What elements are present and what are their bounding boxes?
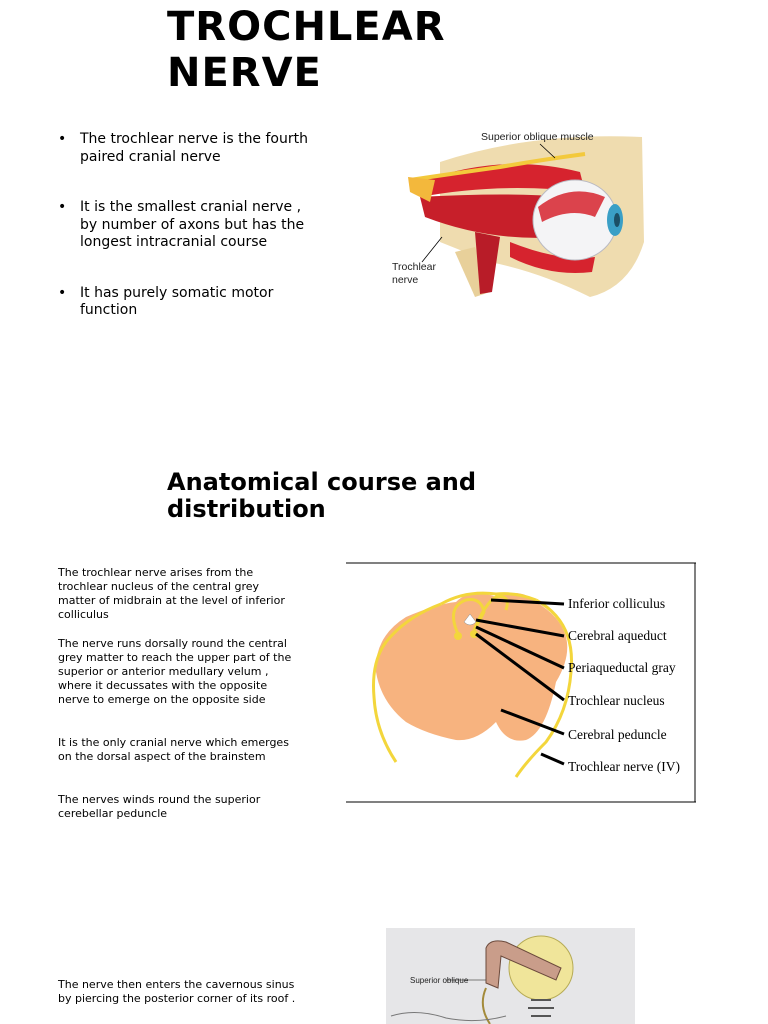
intro-bullet: • It is the smallest cranial nerve , by number of axons but has the longest intracranial course <box>58 199 318 252</box>
intro-bullet: • The trochlear nerve is the fourth paired cranial nerve <box>58 131 318 166</box>
trochlear-nucleus-left <box>454 632 462 640</box>
nerve-leader-line <box>422 237 442 262</box>
superior-oblique-label: Superior oblique <box>410 976 469 985</box>
midbrain-cross-section <box>376 593 567 741</box>
pupil <box>614 213 620 227</box>
figure-label: Periaqueductal gray <box>568 660 676 675</box>
superior-oblique-label: Superior oblique muscle <box>481 131 594 143</box>
figure-label: Cerebral peduncle <box>568 727 667 742</box>
figure-label: Trochlear nerve (IV) <box>568 759 680 774</box>
course-paragraph: The nerve then enters the cavernous sinus by piercing the posterior corner of its roof . <box>58 978 296 1005</box>
pointer-line <box>541 754 564 764</box>
midbrain-section-figure <box>346 562 696 804</box>
intro-bullet: • It has purely somatic motor function <box>58 285 318 320</box>
trochlear-label-line1: Trochlear <box>392 261 436 273</box>
page-title: TROCHLEAR NERVE <box>167 4 446 96</box>
course-paragraph: The nerves winds round the superior cerebellar peduncle <box>58 793 261 820</box>
course-paragraph: The trochlear nerve arises from the trochlear nucleus of the central grey matter of midbrain at the level of inferior colliculus <box>58 566 285 621</box>
figure-label: Trochlear nucleus <box>568 693 665 708</box>
trochlear-label-line2: nerve <box>392 274 419 286</box>
section-heading: Anatomical course and distribution <box>167 468 477 523</box>
course-paragraph: It is the only cranial nerve which emerges on the dorsal aspect of the brainstem <box>58 736 289 763</box>
orbit-anatomy-figure <box>380 122 652 302</box>
superior-oblique-figure <box>386 928 635 1024</box>
intro-bullet-list <box>58 131 318 320</box>
figure-label: Cerebral aqueduct <box>568 628 667 643</box>
course-paragraph: The nerve runs dorsally round the central grey matter to reach the upper part of the superior or anterior medullary velum , where it decussates with the opposite nerve to emerge on the opposite side <box>58 637 292 706</box>
figure-label: Inferior colliculus <box>568 596 666 611</box>
